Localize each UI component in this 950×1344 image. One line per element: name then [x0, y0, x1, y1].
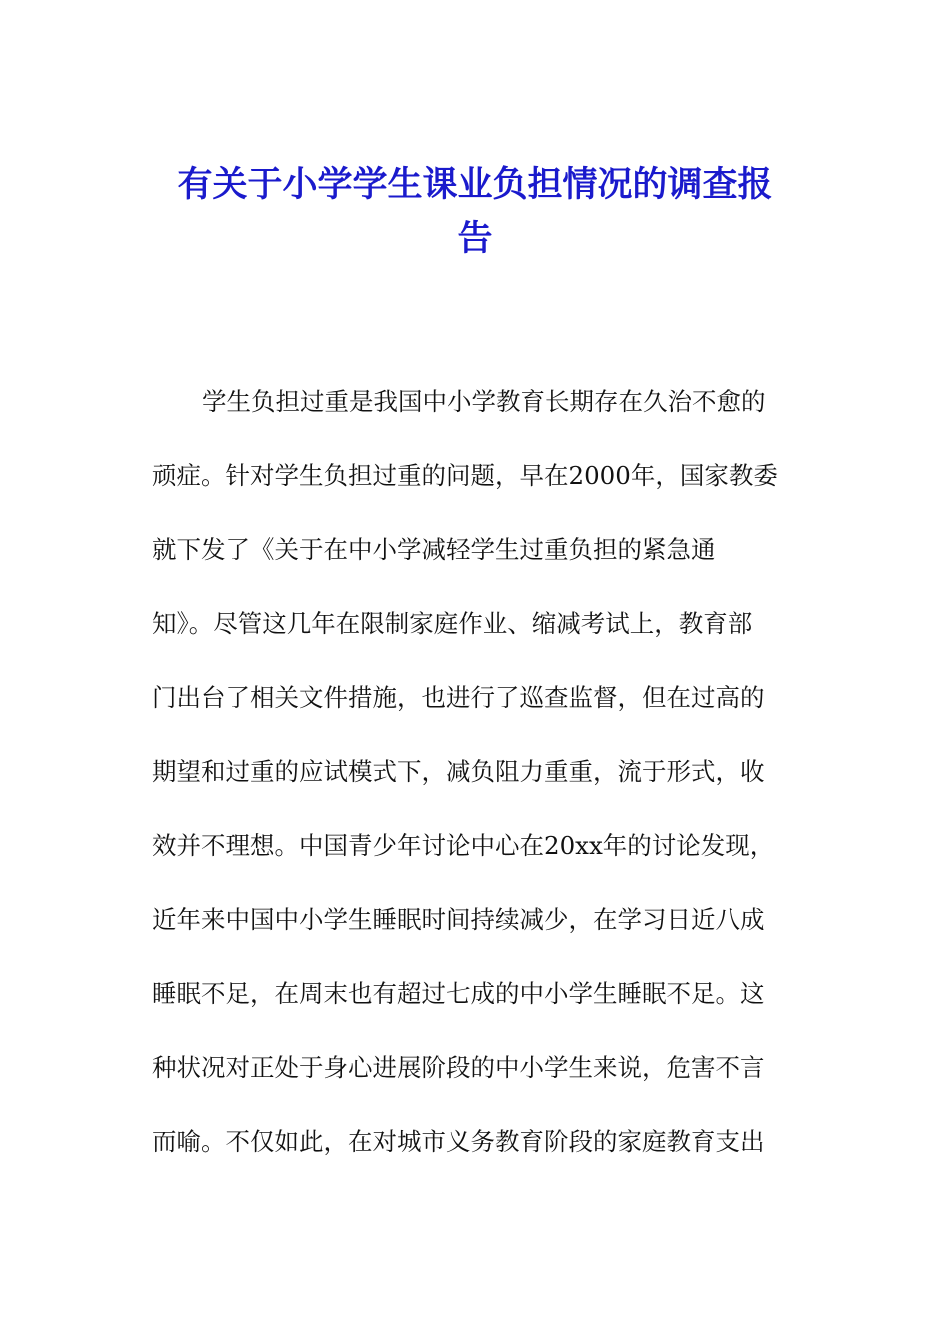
title-line-1: 有关于小学学生课业负担情况的调查报	[177, 164, 773, 205]
paragraph-line: 就下发了《关于在中小学减轻学生过重负担的紧急通	[152, 535, 716, 564]
title-line-2: 告	[457, 218, 493, 259]
document-body	[152, 372, 802, 1186]
paragraph-line: 而喻。不仅如此，在对城市义务教育阶段的家庭教育支出	[152, 1127, 765, 1156]
paragraph-line: 种状况对正处于身心进展阶段的中小学生来说，危害不言	[152, 1053, 765, 1082]
paragraph-line: 学生负担过重是我国中小学教育长期存在久治不愈的	[202, 387, 766, 416]
paragraph-line: 期望和过重的应试模式下，减负阻力重重，流于形式，收	[152, 757, 765, 786]
paragraph-line: 知》。尽管这几年在限制家庭作业、缩减考试上，教育部	[152, 609, 753, 638]
paragraph-line: 效并不理想。中国青少年讨论中心在20xx年的讨论发现，	[152, 831, 775, 860]
paragraph-line: 近年来中国中小学生睡眠时间持续减少，在学习日近八成	[152, 905, 765, 934]
paragraph-line: 睡眠不足，在周末也有超过七成的中小学生睡眠不足。这	[152, 979, 765, 1008]
paragraph-line: 门出台了相关文件措施，也进行了巡查监督，但在过高的	[152, 683, 765, 712]
paragraph-line: 顽症。针对学生负担过重的问题，早在2000年，国家教委	[152, 461, 778, 490]
document-title	[140, 158, 810, 266]
